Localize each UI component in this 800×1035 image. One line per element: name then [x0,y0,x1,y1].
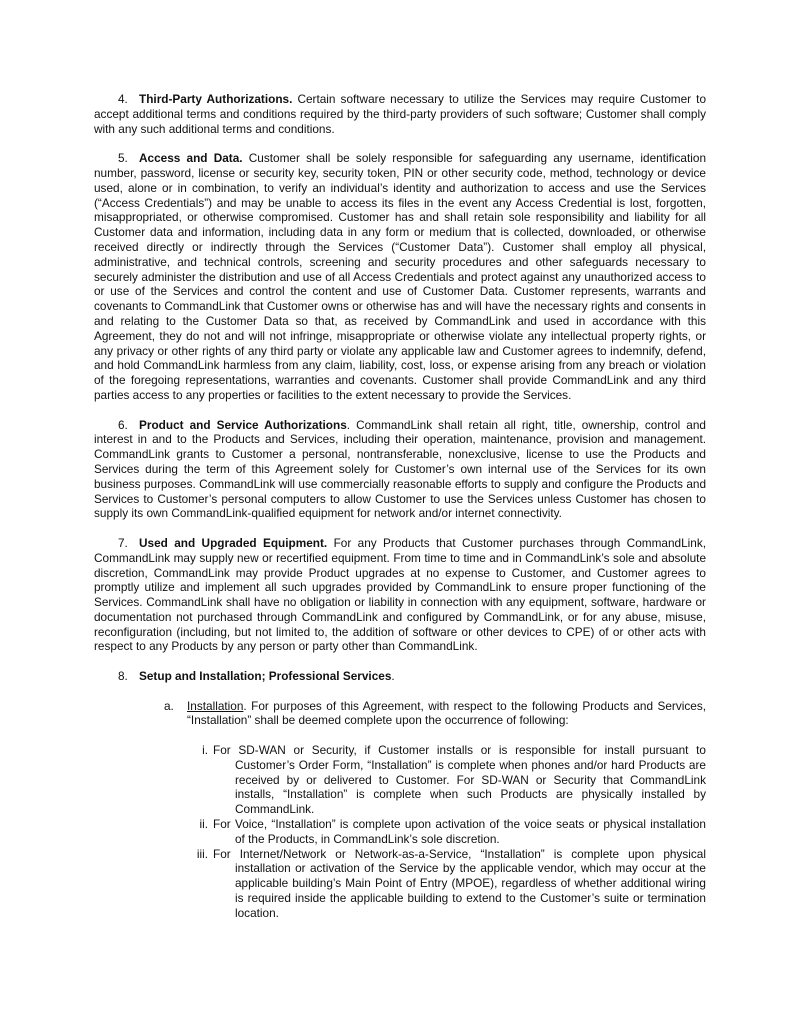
subsection-a [164,699,706,729]
section-body: Certain software necessary to utilize the Services may require Customer to accept additional terms and conditions required by the third-party providers of such software; Customer shall comply with any such additional terms and conditions. [94,92,707,136]
section-body: . CommandLink shall retain all right, title, ownership, control and interest in and to the Products and Services, including their operation, maintenance, provision and management. CommandLink grants to Customer a personal, nontransferable, nonexclusive, license to use the Products and Services during the term of this Agreement solely for Customer’s own internal use of the Services for its own business purposes. CommandLink will use commercially reasonable efforts to supply and configure the Products and Services to Customer’s personal computers to allow Customer to use the Services unless Customer has chosen to supply its own CommandLink-qualified equipment for network and/or internet connectivity. [94,417,706,521]
list-item [189,817,706,847]
section-title: Product and Service Authorizations [139,417,347,432]
subsection-body: . For purposes of this Agreement, with respect to the following Products and Services, “Installation” shall be deemed complete upon the occurrence of following: [187,698,706,728]
section-6 [94,418,706,522]
section-number: 6. [118,417,128,432]
section-4 [94,92,706,136]
section-number: 5. [118,151,128,166]
section-5 [94,151,706,403]
section-8-heading [94,669,706,684]
list-item [189,743,706,817]
section-title: Used and Upgraded Equipment. [139,535,328,550]
subsection-title: Installation [187,698,244,713]
list-item-text: For Internet/Network or Network-as-a-Service, “Installation” is complete upon physical installation or activation of the Service by the applicable vendor, which may occur at the applicable building’s Main Point of Entry (MPOE), regardless of whether additional wiring is required inside the applicable building to extend to the Customer’s suite or termination location. [213,846,706,920]
list-item-number: ii. [199,817,208,832]
section-body: For any Products that Customer purchases through CommandLink, CommandLink may supply new or recertified equipment. From time to time and in CommandLink’s sole and absolute discretion, CommandLink may provide Product upgrades at no expense to Customer, and Customer agrees to promptly utilize and implement all such upgrades provided by CommandLink to ensure proper functioning of the Services. CommandLink shall have no obligation or liability in connection with any equipment, software, hardware or documentation not purchased through CommandLink and configured by CommandLink, or for any abuse, misuse, reconfiguration (including, but not limited to, the addition of software or other devices to CPE) of or other acts with respect to any Products by any person or party other than CommandLink. [94,535,707,654]
section-title: Third-Party Authorizations. [139,92,293,106]
document-page [94,92,706,921]
installation-list [189,743,706,921]
list-item-number: iii. [196,846,208,861]
section-7 [94,536,706,654]
list-item-number: i. [202,743,208,758]
section-title: Setup and Installation; Professional Services [139,669,392,684]
section-title: Access and Data. [139,151,243,166]
list-item-text: For SD-WAN or Security, if Customer installs or is responsible for install pursuant to Customer’s Order Form, “Installation” is complete when phones and/or hard Products are received by or delivered to Customer. For SD-WAN or Security that CommandLink installs, “Installation” is complete when such Products are physically installed by CommandLink. [213,743,706,817]
list-item [189,847,706,921]
section-number: 8. [118,669,128,684]
list-item-text: For Voice, “Installation” is complete upon activation of the voice seats or physical installation of the Products, in CommandLink’s sole discretion. [213,817,706,846]
section-title-end: . [391,669,395,684]
section-number: 4. [118,92,128,106]
section-body: Customer shall be solely responsible for safeguarding any username, identification number, password, license or security key, security token, PIN or other security code, method, technology or device used, alone or in combination, to verify an individual’s identity and authorization to access and use the Services (“Access Credentials”) and may be unable to access its files in the event any Access Credential is lost, forgotten, misappropriated, or otherwise compromised. Customer has and shall retain sole responsibility and liability for all Customer data and information, including data in any form or medium that is collected, downloaded, or otherwise received directly or indirectly through the Services (“Customer Data”). Customer shall employ all physical, administrative, and technical controls, screening and security procedures and other safeguards necessary to securely administer the distribution and use of all Access Credentials and protect against any unauthorized access to or use of the Services and control the content and use of Customer Data. Customer represents, warrants and covenants to CommandLink that Customer owns or otherwise has and will have the necessary rights and consents in and relating to the Customer Data so that, as received by CommandLink and used in accordance with this Agreement, they do not and will not infringe, misappropriate or otherwise violate any intellectual property rights, or any privacy or other rights of any third party or violate any applicable law and Customer agrees to indemnify, defend, and hold CommandLink harmless from any claim, liability, cost, loss, or expense arising from any breach or violation of the foregoing representations, warranties and covenants. Customer shall provide CommandLink and any third parties access to any properties or facilities to the extent necessary to provide the Services. [94,151,707,402]
subsection-label: a. [164,698,174,713]
section-number: 7. [118,535,128,550]
